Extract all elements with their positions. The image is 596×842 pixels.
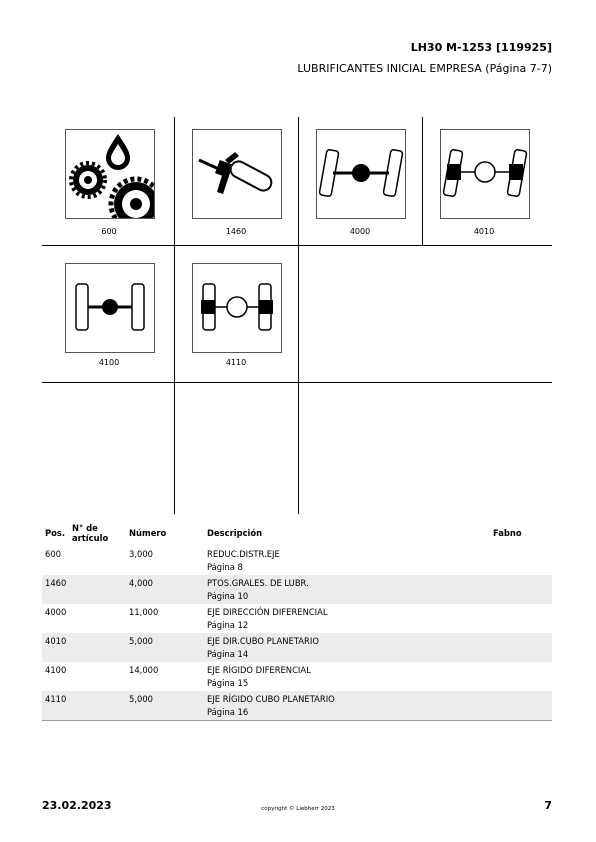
cell-number: 5,000 — [126, 633, 204, 662]
page-link[interactable]: Página 14 — [207, 648, 249, 659]
cell-pos: 4110 — [42, 691, 69, 721]
tile-code: 4010 — [473, 227, 495, 236]
page-link[interactable]: Página 15 — [207, 677, 249, 688]
cell-fabno — [490, 691, 552, 721]
column-header-description: Descripción — [207, 527, 263, 538]
description-text: EJE DIR.CUBO PLANETARIO — [207, 636, 319, 646]
page-link[interactable]: Página 8 — [207, 561, 243, 572]
cell-article — [69, 546, 126, 575]
tile-4000[interactable] — [298, 117, 422, 245]
tile-4100[interactable] — [42, 245, 174, 382]
table-row[interactable] — [42, 575, 552, 604]
tile-4110[interactable] — [174, 245, 298, 382]
column-header-article: N° de artículo — [72, 522, 109, 543]
description-text: PTOS.GRALES. DE LUBR. — [207, 578, 309, 588]
page-link[interactable]: Página 16 — [207, 706, 249, 717]
page-link[interactable]: Página 10 — [207, 590, 249, 601]
cell-fabno — [490, 604, 552, 633]
tile-frame — [65, 129, 155, 219]
tile-frame — [192, 129, 282, 219]
document-subtitle: LUBRIFICANTES INICIAL EMPRESA (Página 7-7) — [297, 62, 552, 75]
cell-description — [204, 691, 490, 721]
cell-article — [69, 633, 126, 662]
column-header-number: Número — [129, 527, 167, 538]
cell-fabno — [490, 633, 552, 662]
cell-pos: 600 — [45, 549, 61, 559]
tile-frame — [316, 129, 406, 219]
cell-number: 3,000 — [129, 549, 153, 559]
cell-description — [204, 546, 490, 575]
cell-number: 5,000 — [126, 691, 204, 721]
tile-frame — [440, 129, 530, 219]
cell-article — [69, 691, 126, 721]
tile-frame — [192, 263, 282, 353]
cell-fabno — [490, 575, 552, 604]
cell-description — [204, 633, 490, 662]
cell-pos: 4000 — [45, 607, 67, 617]
cell-article — [69, 575, 126, 604]
cell-fabno — [490, 662, 552, 691]
tile-600[interactable] — [42, 117, 174, 245]
gears-oil-drop-icon — [66, 130, 154, 218]
table-row[interactable] — [42, 546, 552, 575]
cell-pos: 4100 — [45, 665, 67, 675]
table-row[interactable] — [42, 604, 552, 633]
table-header-row — [42, 519, 552, 546]
cell-number: 11,000 — [129, 607, 159, 617]
cell-description — [204, 662, 490, 691]
parts-table — [42, 519, 552, 721]
cell-number: 4,000 — [126, 575, 204, 604]
tile-code: 4100 — [98, 358, 120, 367]
grease-gun-icon — [193, 130, 281, 218]
tile-code: 4110 — [225, 358, 247, 367]
rigid-axle-differential-icon — [66, 264, 154, 352]
cell-pos: 1460 — [42, 575, 69, 604]
cell-article — [69, 604, 126, 633]
table-row[interactable] — [42, 691, 552, 721]
tile-code: 600 — [101, 227, 117, 236]
column-header-pos: Pos. — [45, 527, 66, 538]
description-text: EJE RÍGIDO CUBO PLANETARIO — [207, 694, 335, 704]
tile-1460[interactable] — [174, 117, 298, 245]
footer-page-number: 7 — [544, 799, 552, 812]
column-header-fabno: Fabno — [493, 527, 522, 538]
cell-description — [204, 575, 490, 604]
rigid-axle-planetary-hub-icon — [193, 264, 281, 352]
tile-code: 1460 — [225, 227, 247, 236]
tile-code: 4000 — [349, 227, 371, 236]
grid-divider — [42, 382, 552, 383]
steering-axle-planetary-hub-icon — [441, 130, 529, 218]
cell-number: 14,000 — [129, 665, 159, 675]
table-row[interactable] — [42, 662, 552, 691]
cell-description — [204, 604, 490, 633]
table-row[interactable] — [42, 633, 552, 662]
tile-4010[interactable] — [422, 117, 552, 245]
description-text: EJE DIRECCIÓN DIFERENCIAL — [207, 607, 328, 617]
footer-date: 23.02.2023 — [42, 799, 112, 812]
lubricant-icon-grid — [42, 117, 552, 514]
footer-copyright: copyright © Liebherr 2023 — [261, 806, 335, 812]
cell-pos: 4010 — [42, 633, 69, 662]
description-text: REDUC.DISTR.EJE — [207, 549, 280, 559]
document-title: LH30 M-1253 [119925] — [410, 41, 552, 54]
description-text: EJE RÍGIDO DIFERENCIAL — [207, 665, 311, 675]
cell-article — [69, 662, 126, 691]
cell-fabno — [490, 546, 552, 575]
tile-frame — [65, 263, 155, 353]
steering-axle-differential-icon — [317, 130, 405, 218]
page-link[interactable]: Página 12 — [207, 619, 249, 630]
